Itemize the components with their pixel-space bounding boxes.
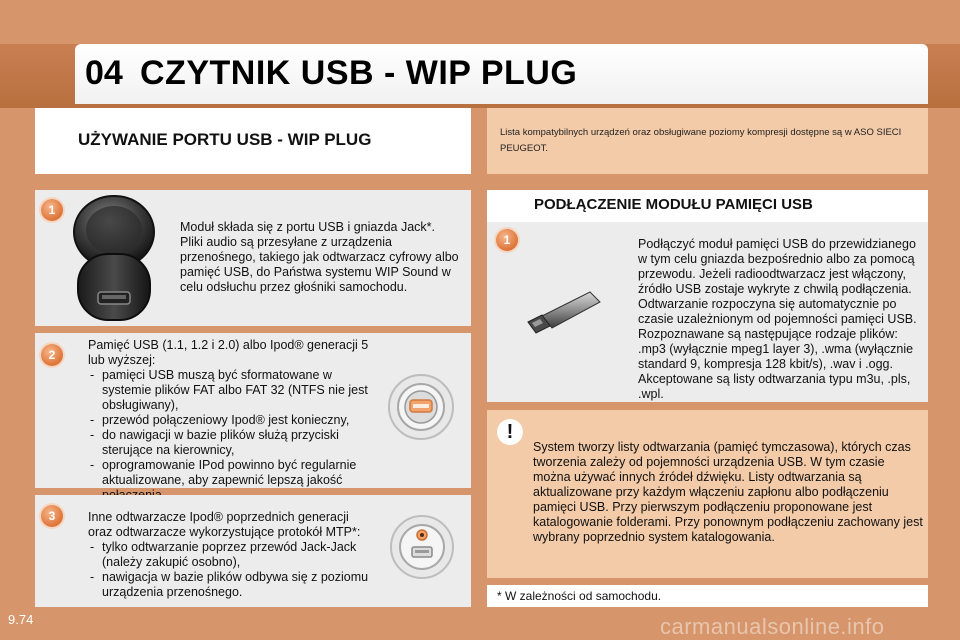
- step2-item: - oprogramowanie IPod powinno być regularnie aktualizowane, aby zapewnić lepszą jakość: [88, 458, 378, 503]
- step3-intro: Inne odtwarzacze Ipod® poprzednich generacji oraz odtwarzacze wykorzystujące protokół MTP*:: [88, 510, 361, 539]
- compat-note: Lista kompatybilnych urządzeń oraz obsługiwane poziomy kompresji dostępne są w ASO SIECI PEUGEOT.: [500, 127, 902, 154]
- step1-text: Moduł składa się z portu USB i gniazda Jack*. Pliki audio są przesyłane z urządzenia przenośnego, takiego jak odtwarzacz cyfrowy albo pamięć USB, do Państwa systemu WIP Sound w celu odsłuchu przez głośniki samochodu.: [180, 220, 459, 294]
- step1-badge: 1: [41, 199, 63, 221]
- right-step1-text: Podłączyć moduł pamięci USB do przewidzianego w tym celu gniazda bezpośrednio albo za pomocą przewodu. Jeżeli radioodtwarzacz jest włączony, źródło USB zostaje wykryte z chwilą podłączenia. Odtwarzanie rozpoczyna się automatycznie po czasie uzależnionym od pojemności pamięci USB. Rozpoznawane są następujące rodzaje plików: .mp3 (wyłącznie mpeg1 layer 3), .wma (wyłącznie standard 9, kompresja 128 kbit/s), .wav i .ogg. Akceptowane są listy odtwarzania typu m3u, .pls, .wpl.: [638, 237, 917, 401]
- left-section-heading: UŻYWANIE PORTU USB - WIP PLUG: [78, 130, 372, 149]
- watermark: carmanualsonline.info: [660, 614, 885, 639]
- step2-badge: 2: [41, 344, 63, 366]
- usb-stick-icon: [522, 286, 604, 336]
- step3-badge: 3: [41, 505, 63, 527]
- step2-intro: Pamięć USB (1.1, 1.2 i 2.0) albo Ipod® generacji 5 lub wyższej:: [88, 338, 369, 367]
- wip-plug-socket-icon: [68, 194, 160, 326]
- step2-text: [88, 338, 378, 503]
- chapter-number: 04: [85, 54, 123, 92]
- step3-item: - tylko odtwarzanie poprzez przewód Jack-Jack (należy zakupić osobno),: [88, 540, 373, 570]
- step3-list: [88, 540, 373, 600]
- warning-text: System tworzy listy odtwarzania (pamięć tymczasowa), których czas tworzenia zależy od pojemności urządzenia USB. W tym czasie można używać innych źródeł dźwięku. Listy odtwarzania są aktualizowane przy każdym włączeniu zapłonu albo podłączeniu pamięci USB. Przy pierwszym podłączeniu proponowane jest katalogowanie folderami. Przy ponownym podłączeniu zachowany jest wybrany poprzednio system katalogowania.: [533, 440, 923, 544]
- step2-item: - pamięci USB muszą być sformatowane w systemie plików FAT albo FAT 32 (NTFS nie jest obsługiwany),: [88, 368, 378, 413]
- warning-icon: !: [497, 419, 523, 445]
- step3-text: [88, 510, 373, 600]
- page-number: 9.74: [8, 612, 34, 627]
- usb-port-icon: [386, 372, 456, 442]
- step2-item: - do nawigacji w bazie plików służą przyciski sterujące na kierownicy,: [88, 428, 378, 458]
- jack-port-icon: [388, 513, 456, 581]
- step3-item: - nawigacja w bazie plików odbywa się z poziomu urządzenia przenośnego.: [88, 570, 373, 600]
- step2-item: - przewód połączeniowy Ipod® jest konieczny,: [88, 413, 378, 428]
- chapter-title: CZYTNIK USB - WIP PLUG: [140, 54, 578, 92]
- right-step1-badge: 1: [496, 229, 518, 251]
- footnote: * W zależności od samochodu.: [497, 589, 662, 603]
- right-section-heading: PODŁĄCZENIE MODUŁU PAMIĘCI USB: [534, 196, 813, 213]
- step2-list: [88, 368, 378, 503]
